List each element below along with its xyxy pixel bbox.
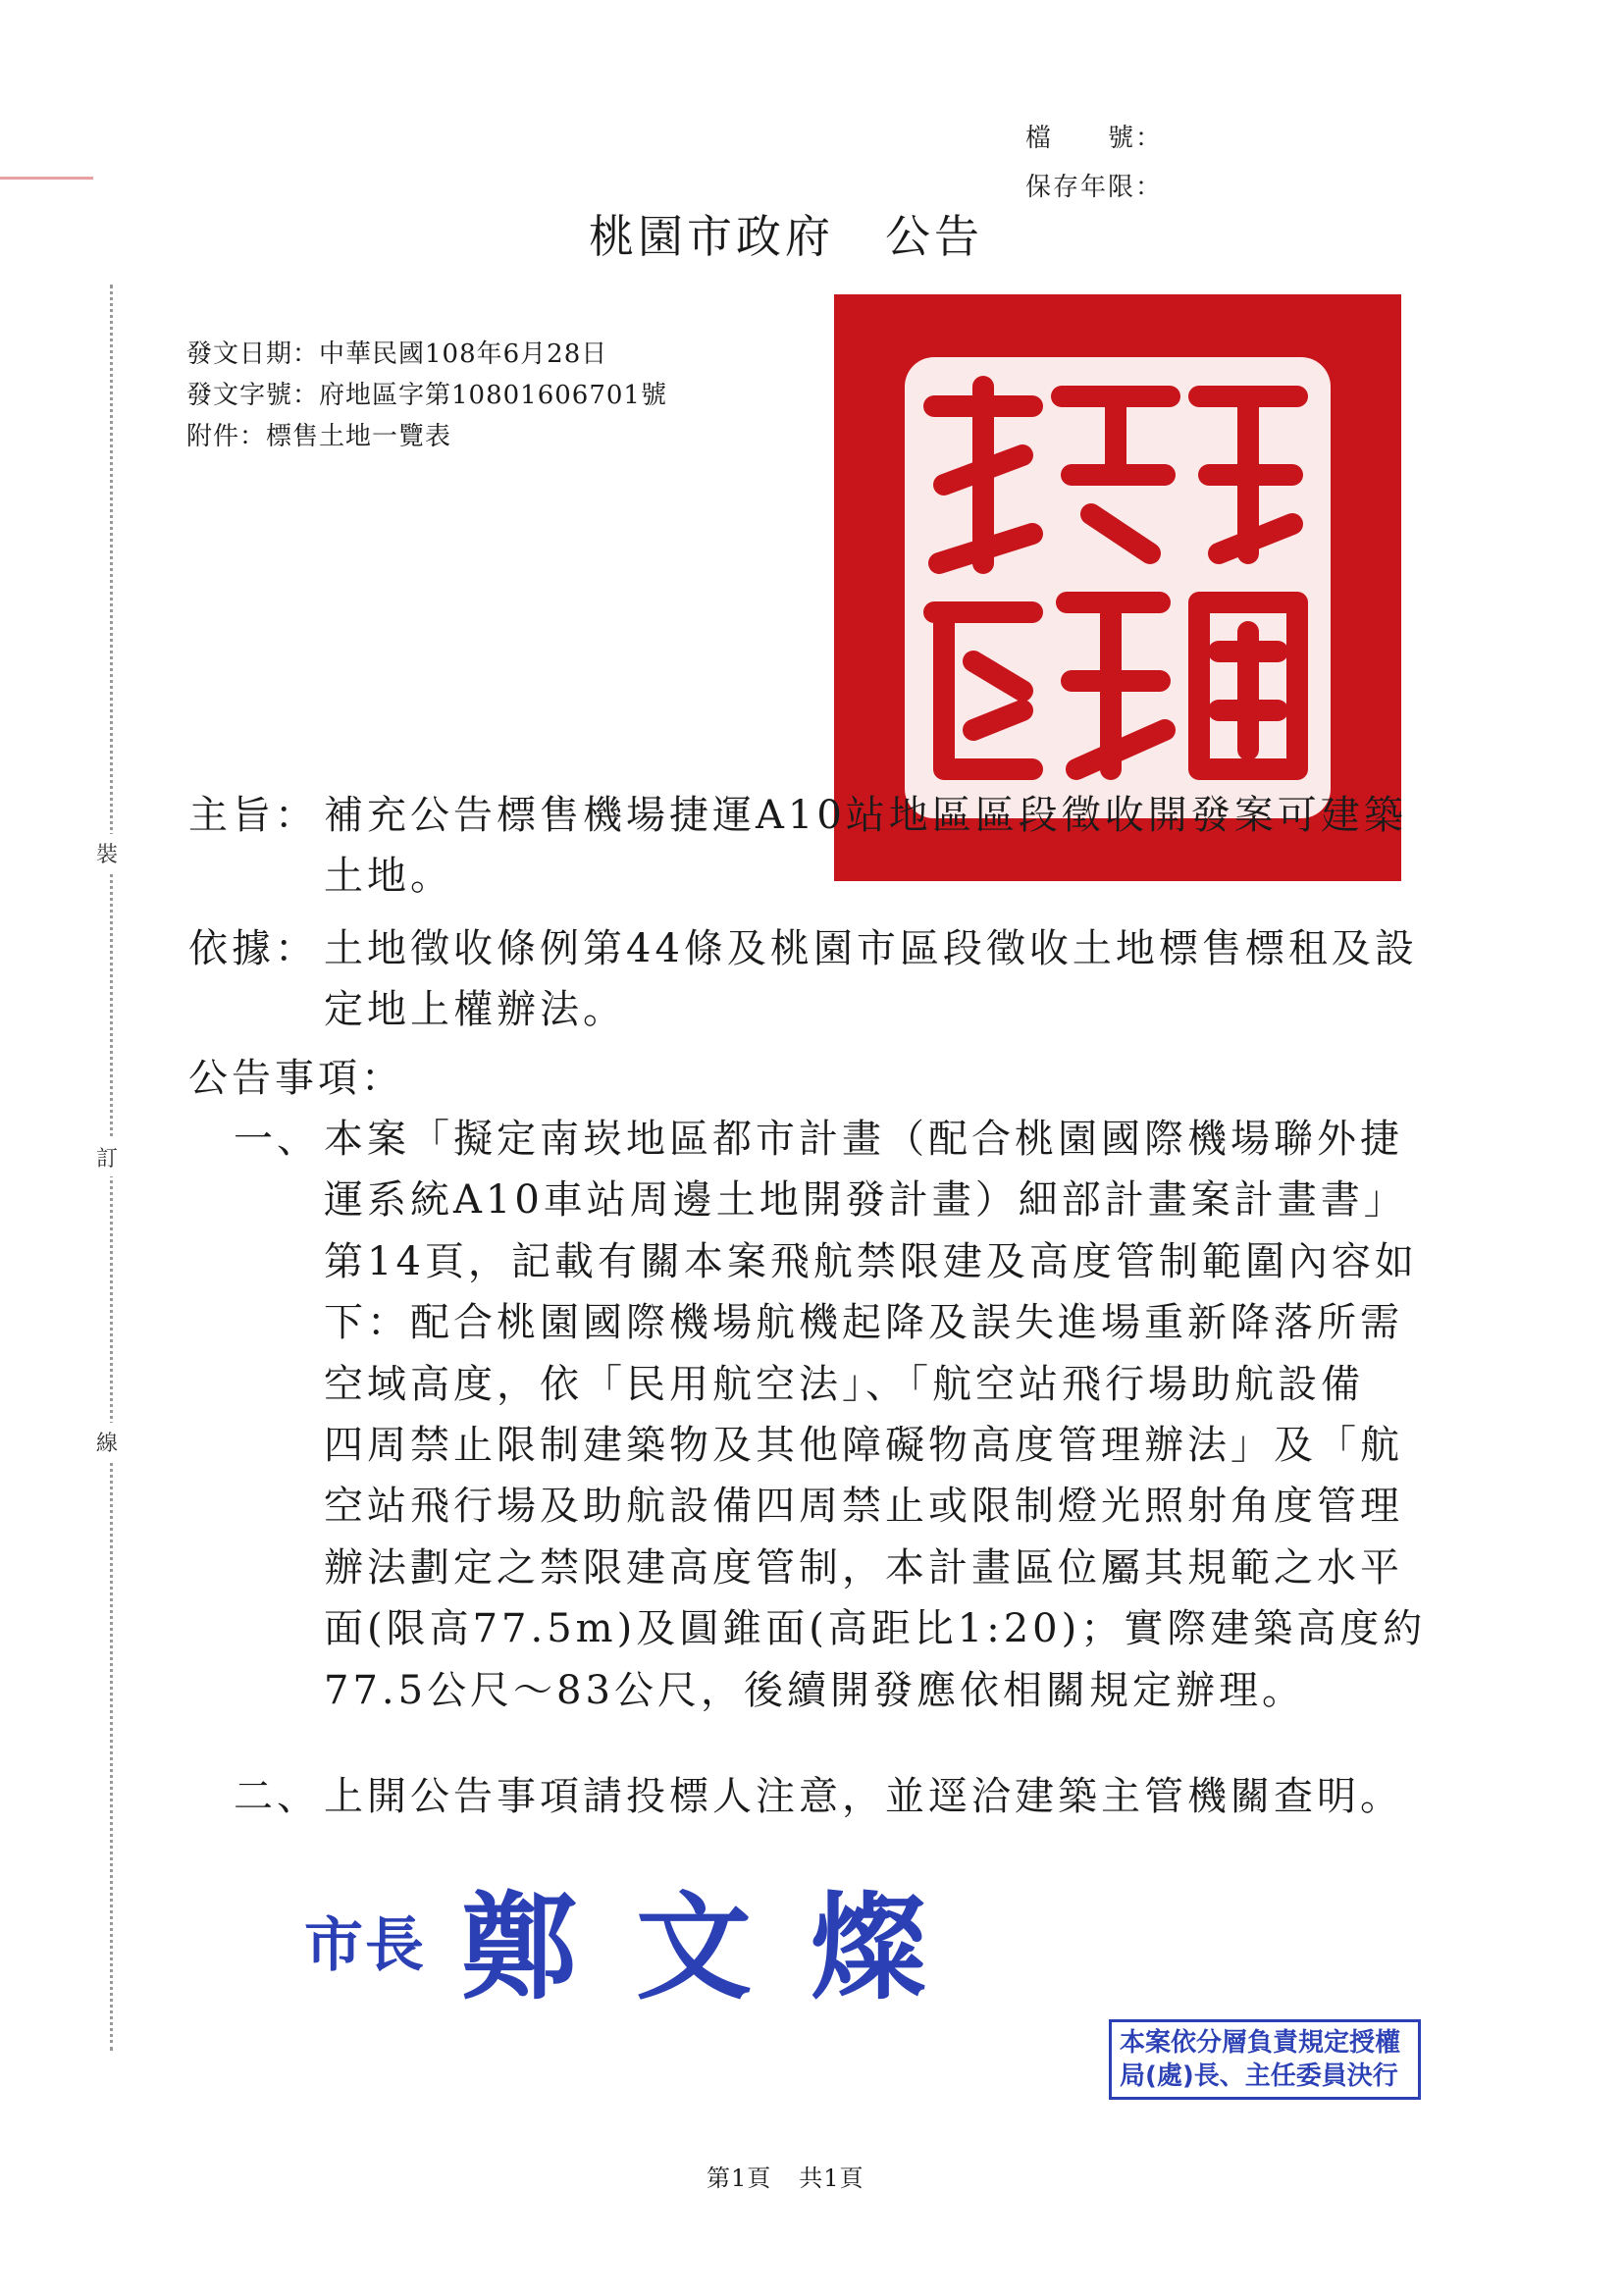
edge-mark — [0, 177, 93, 180]
attachment-line: 附件：標售土地一覽表 — [186, 422, 452, 451]
page-title — [589, 201, 983, 266]
issue-date: 發文日期：中華民國108年6月28日 — [186, 339, 608, 369]
notice-item-1-line: 辦法劃定之禁限建高度管制，本計畫區位屬其規範之水平 — [324, 1544, 1403, 1591]
mayor-signature: 鄭文燦 — [461, 1880, 986, 2015]
authorization-stamp-line-2: 局(處)長、主任委員決行 — [1120, 2061, 1398, 2091]
notice-item-1-line: 空域高度，依「民用航空法」、「航空站飛行場助航設備 — [324, 1361, 1364, 1407]
subject-label: 主旨： — [188, 793, 318, 838]
seal-script-icon — [905, 357, 1331, 818]
page-total: 共1頁 — [799, 2165, 864, 2192]
binding-char-ding: 訂 — [96, 1138, 118, 1176]
title-type: 公告 — [885, 210, 983, 263]
subject-line-1: 補充公告標售機場捷運A10站地區區段徵收開發案可建築 — [324, 793, 1407, 838]
title-org: 桃園市政府 — [589, 210, 834, 263]
notice-item-2 — [324, 1766, 1433, 1827]
notice-label: 公告事項： — [188, 1056, 404, 1101]
subject-text — [324, 785, 1433, 907]
notice-item-1-line: 77.5公尺～83公尺，後續開發應依相關規定辦理。 — [324, 1667, 1305, 1713]
notice-item-1-line: 下：配合桃園國際機場航機起降及誤失進場重新降落所需 — [324, 1300, 1403, 1346]
basis-text — [324, 918, 1433, 1040]
notice-item-1-line: 運系統A10車站周邊土地開發計畫）細部計畫案計畫書」 — [324, 1177, 1407, 1224]
notice-item-1-line: 本案「擬定南崁地區都市計畫（配合桃園國際機場聯外捷 — [324, 1117, 1403, 1162]
notice-item-1-line: 四周禁止限制建築物及其他障礙物高度管理辦法」及「航 — [324, 1423, 1403, 1469]
authorization-stamp — [1109, 2019, 1421, 2100]
authorization-stamp-line-1: 本案依分層負責規定授權 — [1120, 2028, 1401, 2058]
notice-item-1 — [324, 1109, 1433, 1721]
basis-line-1: 土地徵收條例第44條及桃園市區段徵收土地標售標租及設 — [324, 926, 1418, 971]
notice-item-1-line: 面(限高77.5m)及圓錐面(高距比1:20)；實際建築高度約 — [324, 1606, 1427, 1652]
basis-line-2: 定地上權辦法。 — [324, 987, 626, 1032]
mayor-title: 市長 — [304, 1911, 426, 1980]
file-number-label: 檔 號： — [1025, 124, 1164, 153]
page-footer — [707, 2159, 864, 2193]
notice-item-1-line: 空站飛行場及助航設備四周禁止或限制燈光照射角度管理 — [324, 1484, 1403, 1530]
page-number: 第1頁 — [707, 2165, 772, 2192]
notice-item-1-number: 一、 — [234, 1117, 320, 1162]
retention-period-label: 保存年限： — [1025, 173, 1164, 202]
binding-char-xian: 線 — [96, 1423, 118, 1461]
binding-char-zhuang: 裝 — [96, 834, 118, 872]
basis-label: 依據： — [188, 926, 318, 971]
notice-item-1-line: 第14頁，記載有關本案飛航禁限建及高度管制範圍內容如 — [324, 1238, 1418, 1284]
notice-item-2-number: 二、 — [234, 1774, 320, 1819]
reference-number: 發文字號：府地區字第10801606701號 — [186, 381, 667, 410]
seal-inner — [905, 357, 1331, 818]
subject-line-2: 土地。 — [324, 854, 453, 899]
notice-item-2-line: 上開公告事項請投標人注意，並逕洽建築主管機關查明。 — [324, 1774, 1403, 1819]
